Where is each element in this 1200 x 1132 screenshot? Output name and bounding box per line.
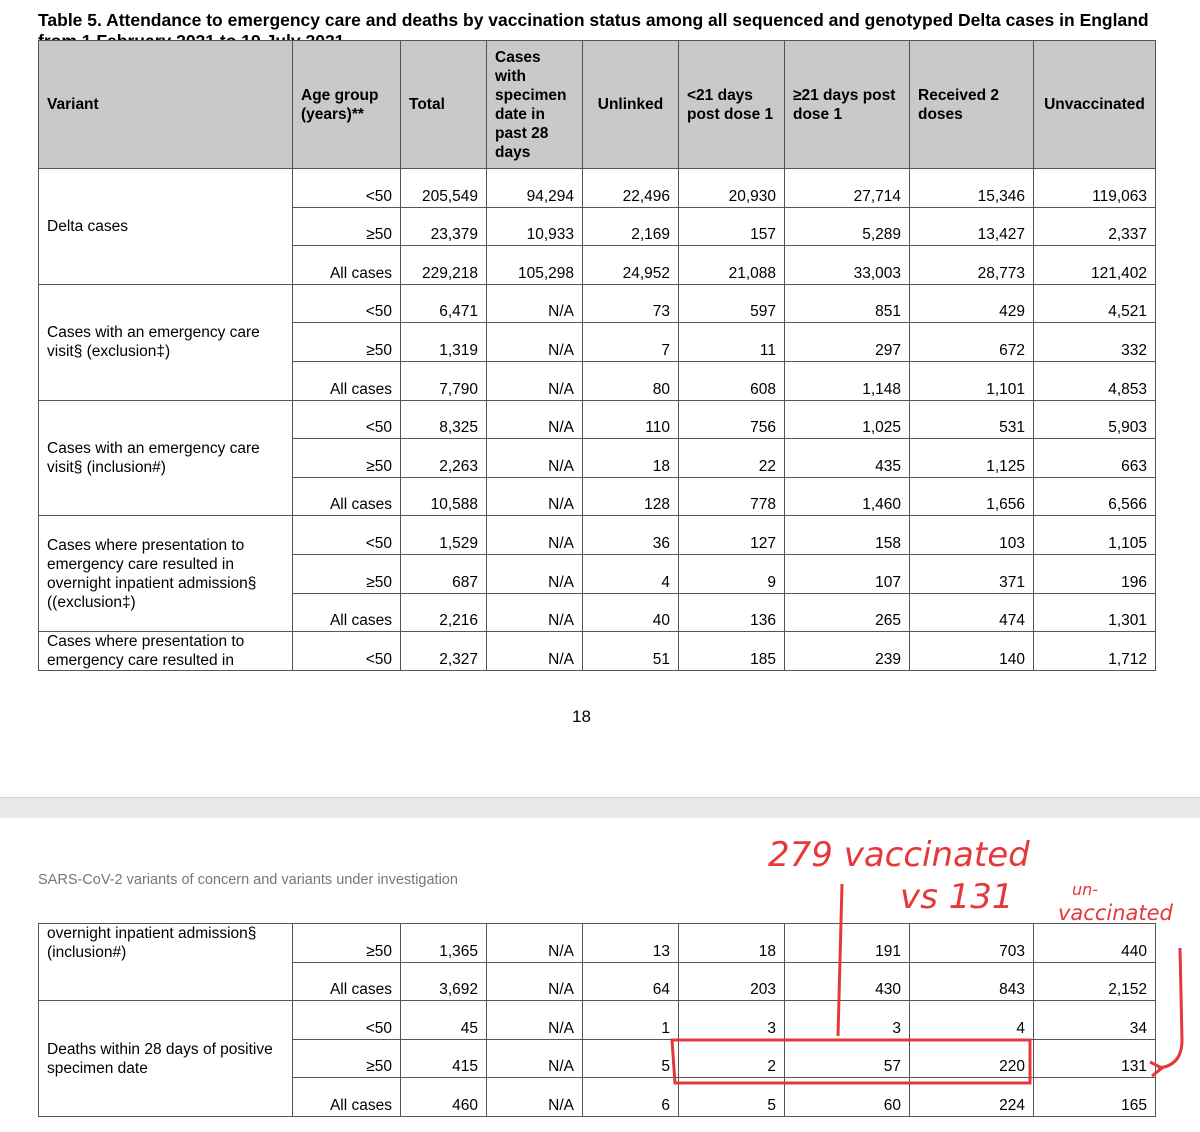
- ge21-cell: 239: [785, 632, 910, 671]
- unvaccinated-cell: 34: [1034, 1001, 1156, 1040]
- variant-label: Delta cases: [39, 169, 293, 285]
- received2-cell: 15,346: [910, 169, 1034, 208]
- variant-label: Cases with an emergency care visit§ (exclusion‡): [39, 284, 293, 400]
- delta-table-page2: [38, 923, 1156, 1117]
- lt21-cell: 203: [679, 962, 785, 1001]
- received2-cell: 429: [910, 284, 1034, 323]
- total-cell: 23,379: [401, 207, 487, 246]
- total-cell: 2,216: [401, 593, 487, 632]
- annotation-line1: 279 vaccinated: [768, 835, 1030, 875]
- header-variant: Variant: [39, 41, 293, 169]
- unlinked-cell: 2,169: [583, 207, 679, 246]
- total-cell: 6,471: [401, 284, 487, 323]
- specimen-cell: N/A: [487, 632, 583, 671]
- unvaccinated-cell: 2,337: [1034, 207, 1156, 246]
- total-cell: 3,692: [401, 962, 487, 1001]
- ge21-cell: 435: [785, 439, 910, 478]
- variant-label: Cases where presentation to emergency care resulted in: [39, 632, 293, 671]
- unlinked-cell: 24,952: [583, 246, 679, 285]
- specimen-cell: N/A: [487, 361, 583, 400]
- ge21-cell: 191: [785, 924, 910, 963]
- lt21-cell: 127: [679, 516, 785, 555]
- specimen-cell: N/A: [487, 323, 583, 362]
- ge21-cell: 430: [785, 962, 910, 1001]
- age-group-cell: <50: [293, 516, 401, 555]
- page-number: 18: [572, 707, 591, 726]
- specimen-cell: N/A: [487, 1078, 583, 1117]
- lt21-cell: 597: [679, 284, 785, 323]
- age-group-cell: ≥50: [293, 439, 401, 478]
- ge21-cell: 57: [785, 1039, 910, 1078]
- total-cell: 7,790: [401, 361, 487, 400]
- specimen-cell: 105,298: [487, 246, 583, 285]
- unlinked-cell: 7: [583, 323, 679, 362]
- unlinked-cell: 13: [583, 924, 679, 963]
- unvaccinated-cell: 165: [1034, 1078, 1156, 1117]
- table-title: Table 5. Attendance to emergency care and deaths by vaccination status among all sequenced and genotyped Delta cases in England: [38, 10, 1149, 30]
- variant-label: overnight inpatient admission§ (inclusion#): [39, 924, 293, 1001]
- ge21-cell: 851: [785, 284, 910, 323]
- delta-table-page1: [38, 40, 1156, 671]
- specimen-cell: N/A: [487, 477, 583, 516]
- received2-cell: 28,773: [910, 246, 1034, 285]
- unlinked-cell: 6: [583, 1078, 679, 1117]
- total-cell: 1,529: [401, 516, 487, 555]
- page-separator: [0, 797, 1200, 818]
- variant-label: Cases where presentation to emergency care resulted in overnight inpatient admission§ ((exclusion‡): [39, 516, 293, 632]
- unvaccinated-cell: 121,402: [1034, 246, 1156, 285]
- unvaccinated-cell: 1,105: [1034, 516, 1156, 555]
- unlinked-cell: 80: [583, 361, 679, 400]
- specimen-cell: 94,294: [487, 169, 583, 208]
- unlinked-cell: 64: [583, 962, 679, 1001]
- age-group-cell: ≥50: [293, 924, 401, 963]
- unlinked-cell: 18: [583, 439, 679, 478]
- header-age-group: Age group (years)**: [293, 41, 401, 169]
- unvaccinated-cell: 332: [1034, 323, 1156, 362]
- header-unlinked: Unlinked: [583, 41, 679, 169]
- unvaccinated-cell: 1,301: [1034, 593, 1156, 632]
- lt21-cell: 185: [679, 632, 785, 671]
- total-cell: 45: [401, 1001, 487, 1040]
- unlinked-cell: 1: [583, 1001, 679, 1040]
- lt21-cell: 136: [679, 593, 785, 632]
- lt21-cell: 9: [679, 554, 785, 593]
- age-group-cell: ≥50: [293, 554, 401, 593]
- lt21-cell: 22: [679, 439, 785, 478]
- lt21-cell: 778: [679, 477, 785, 516]
- unlinked-cell: 51: [583, 632, 679, 671]
- total-cell: 1,365: [401, 924, 487, 963]
- age-group-cell: All cases: [293, 962, 401, 1001]
- ge21-cell: 33,003: [785, 246, 910, 285]
- total-cell: 2,327: [401, 632, 487, 671]
- unlinked-cell: 73: [583, 284, 679, 323]
- lt21-cell: 157: [679, 207, 785, 246]
- table-row: [39, 924, 1156, 963]
- total-cell: 415: [401, 1039, 487, 1078]
- age-group-cell: <50: [293, 169, 401, 208]
- header-total: Total: [401, 41, 487, 169]
- age-group-cell: ≥50: [293, 323, 401, 362]
- unvaccinated-cell: 6,566: [1034, 477, 1156, 516]
- age-group-cell: All cases: [293, 1078, 401, 1117]
- lt21-cell: 21,088: [679, 246, 785, 285]
- age-group-cell: All cases: [293, 477, 401, 516]
- specimen-cell: 10,933: [487, 207, 583, 246]
- ge21-cell: 158: [785, 516, 910, 555]
- total-cell: 2,263: [401, 439, 487, 478]
- received2-cell: 371: [910, 554, 1034, 593]
- unlinked-cell: 36: [583, 516, 679, 555]
- age-group-cell: <50: [293, 632, 401, 671]
- received2-cell: 103: [910, 516, 1034, 555]
- unlinked-cell: 110: [583, 400, 679, 439]
- unvaccinated-cell: 663: [1034, 439, 1156, 478]
- header-lt21: <21 days post dose 1: [679, 41, 785, 169]
- age-group-cell: <50: [293, 400, 401, 439]
- variant-label: Cases with an emergency care visit§ (inclusion#): [39, 400, 293, 516]
- received2-cell: 474: [910, 593, 1034, 632]
- received2-cell: 140: [910, 632, 1034, 671]
- ge21-cell: 297: [785, 323, 910, 362]
- table-row: [39, 169, 1156, 208]
- unlinked-cell: 128: [583, 477, 679, 516]
- unvaccinated-cell: 131: [1034, 1039, 1156, 1078]
- age-group-cell: ≥50: [293, 1039, 401, 1078]
- ge21-cell: 3: [785, 1001, 910, 1040]
- total-cell: 687: [401, 554, 487, 593]
- total-cell: 205,549: [401, 169, 487, 208]
- unvaccinated-cell: 2,152: [1034, 962, 1156, 1001]
- total-cell: 460: [401, 1078, 487, 1117]
- specimen-cell: N/A: [487, 554, 583, 593]
- lt21-cell: 20,930: [679, 169, 785, 208]
- ge21-cell: 107: [785, 554, 910, 593]
- total-cell: 10,588: [401, 477, 487, 516]
- annotation-line2: vs 131: [900, 877, 1014, 917]
- received2-cell: 224: [910, 1078, 1034, 1117]
- specimen-cell: N/A: [487, 593, 583, 632]
- lt21-cell: 608: [679, 361, 785, 400]
- table-row: [39, 1001, 1156, 1040]
- table-row: [39, 400, 1156, 439]
- lt21-cell: 756: [679, 400, 785, 439]
- unvaccinated-cell: 4,521: [1034, 284, 1156, 323]
- specimen-cell: N/A: [487, 1039, 583, 1078]
- age-group-cell: ≥50: [293, 207, 401, 246]
- unlinked-cell: 5: [583, 1039, 679, 1078]
- running-header: SARS-CoV-2 variants of concern and variants under investigation: [38, 872, 458, 888]
- lt21-cell: 2: [679, 1039, 785, 1078]
- lt21-cell: 11: [679, 323, 785, 362]
- ge21-cell: 60: [785, 1078, 910, 1117]
- total-cell: 1,319: [401, 323, 487, 362]
- unlinked-cell: 4: [583, 554, 679, 593]
- unlinked-cell: 40: [583, 593, 679, 632]
- unlinked-cell: 22,496: [583, 169, 679, 208]
- received2-cell: 703: [910, 924, 1034, 963]
- received2-cell: 531: [910, 400, 1034, 439]
- age-group-cell: All cases: [293, 246, 401, 285]
- arrow-line-icon: [1158, 948, 1182, 1068]
- age-group-cell: All cases: [293, 361, 401, 400]
- lt21-cell: 3: [679, 1001, 785, 1040]
- unvaccinated-cell: 4,853: [1034, 361, 1156, 400]
- specimen-cell: N/A: [487, 1001, 583, 1040]
- lt21-cell: 5: [679, 1078, 785, 1117]
- total-cell: 8,325: [401, 400, 487, 439]
- specimen-cell: N/A: [487, 516, 583, 555]
- unvaccinated-cell: 119,063: [1034, 169, 1156, 208]
- specimen-cell: N/A: [487, 924, 583, 963]
- specimen-cell: N/A: [487, 439, 583, 478]
- annotation-un: un-: [1072, 880, 1099, 899]
- ge21-cell: 27,714: [785, 169, 910, 208]
- unvaccinated-cell: 1,712: [1034, 632, 1156, 671]
- specimen-cell: N/A: [487, 400, 583, 439]
- header-ge21: ≥21 days post dose 1: [785, 41, 910, 169]
- total-cell: 229,218: [401, 246, 487, 285]
- table-row: [39, 516, 1156, 555]
- ge21-cell: 1,148: [785, 361, 910, 400]
- received2-cell: 672: [910, 323, 1034, 362]
- header-specimen: Cases with specimen date in past 28 days: [487, 41, 583, 169]
- annotation-vaccinated: vaccinated: [1058, 901, 1173, 925]
- header-received2: Received 2 doses: [910, 41, 1034, 169]
- received2-cell: 1,101: [910, 361, 1034, 400]
- received2-cell: 843: [910, 962, 1034, 1001]
- ge21-cell: 1,025: [785, 400, 910, 439]
- header-unvaccinated: Unvaccinated: [1034, 41, 1156, 169]
- received2-cell: 1,125: [910, 439, 1034, 478]
- age-group-cell: <50: [293, 284, 401, 323]
- received2-cell: 1,656: [910, 477, 1034, 516]
- variant-label: Deaths within 28 days of positive specimen date: [39, 1001, 293, 1117]
- ge21-cell: 5,289: [785, 207, 910, 246]
- specimen-cell: N/A: [487, 284, 583, 323]
- received2-cell: 13,427: [910, 207, 1034, 246]
- unvaccinated-cell: 196: [1034, 554, 1156, 593]
- lt21-cell: 18: [679, 924, 785, 963]
- table-row: [39, 284, 1156, 323]
- unvaccinated-cell: 5,903: [1034, 400, 1156, 439]
- table-row: [39, 632, 1156, 671]
- ge21-cell: 1,460: [785, 477, 910, 516]
- unvaccinated-cell: 440: [1034, 924, 1156, 963]
- specimen-cell: N/A: [487, 962, 583, 1001]
- received2-cell: 4: [910, 1001, 1034, 1040]
- age-group-cell: <50: [293, 1001, 401, 1040]
- received2-cell: 220: [910, 1039, 1034, 1078]
- ge21-cell: 265: [785, 593, 910, 632]
- age-group-cell: All cases: [293, 593, 401, 632]
